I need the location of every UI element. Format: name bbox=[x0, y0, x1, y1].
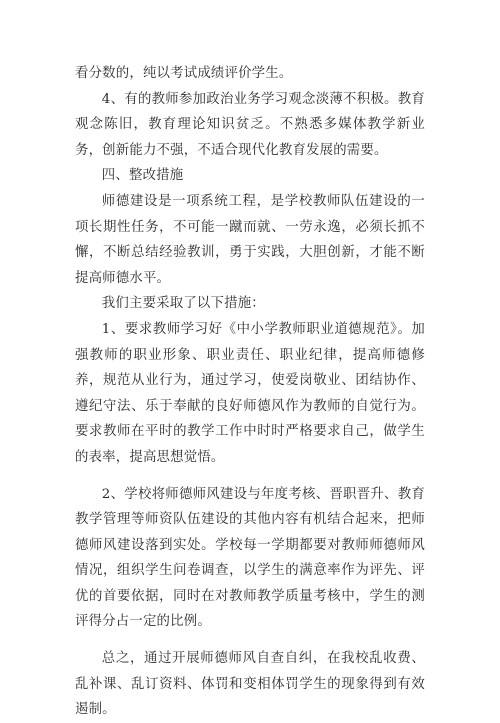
paragraph-summary: 总之，通过开展师德师风自查自纠，在我校乱收费、乱补课、乱订资料、体罚和变相体罚学生的现象得到有效遏制。 bbox=[75, 651, 425, 718]
paragraph-continuation: 看分数的，纯以考试成绩评价学生。 bbox=[75, 66, 293, 81]
paragraph-measures-lead: 我们主要采取了以下措施： bbox=[101, 296, 265, 312]
paragraph-measure-1: 1、要求教师学习好《中小学教师职业道德规范》。加强教师的职业形象、职业责任、职业纪律，提高师德修养，规范从业行为，通过学习，使爱岗敬业、团结协作、遵纪守法、乐于奉献的良好师德风作为教师的自觉行为。要求教师在平时的教学工作中时时严格要求自己，做学生的表率，提高思想觉悟。 bbox=[75, 321, 425, 465]
paragraph-ethics-intro: 师德建设是一项系统工程，是学校教师队伍建设的一项长期性任务，不可能一蹴而就、一劳永逸，必须长抓不懈，不断总结经验教训，勇于实践，大胆创新，才能不断提高师德水平。 bbox=[75, 193, 425, 286]
paragraph-measure-2: 2、学校将师德师风建设与年度考核、晋职晋升、教育教学管理等师资队伍建设的其他内容有机结合起来，把师德师风建设落到实处。学校每一学期都要对教师师德师风情况，组织学生问卷调查，以学生的满意率作为评先、评优的首要依据，同时在对教师教学质量考核中，学生的测评得分占一定的比例。 bbox=[75, 486, 425, 630]
document-body bbox=[75, 61, 425, 723]
paragraph-item-4: 4、有的教师参加政治业务学习观念淡薄不积极。教育观念陈旧，教育理论知识贫乏。不熟悉多媒体教学新业务，创新能力不强，不适合现代化教育发展的需要。 bbox=[75, 91, 425, 158]
section-heading-rectification: 四、整改措施 bbox=[101, 168, 184, 184]
